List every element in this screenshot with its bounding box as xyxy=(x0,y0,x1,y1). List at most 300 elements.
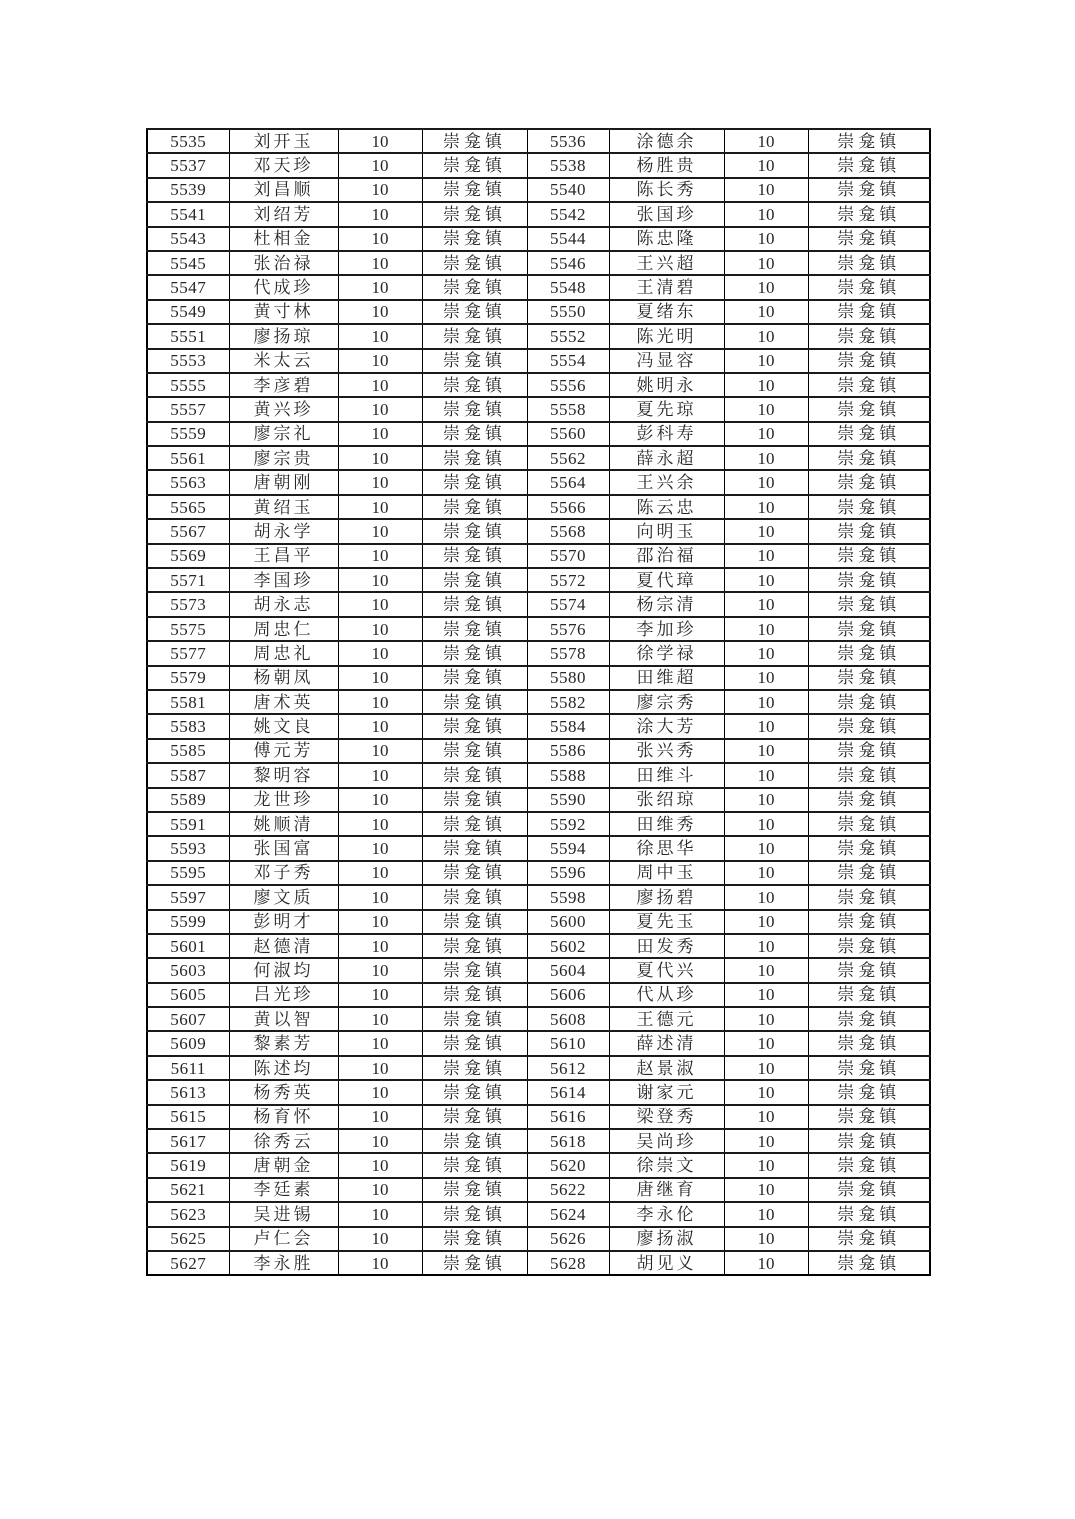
name-cell: 廖扬淑 xyxy=(609,1227,724,1251)
name-cell: 冯显容 xyxy=(609,349,724,373)
table-row xyxy=(147,227,930,251)
name-cell: 杜相金 xyxy=(229,227,338,251)
town-cell: 崇龛镇 xyxy=(422,544,527,568)
score-cell: 10 xyxy=(724,1202,808,1226)
serial-cell: 5585 xyxy=(147,739,229,763)
table-row xyxy=(147,1227,930,1251)
score-cell: 10 xyxy=(338,544,422,568)
table-row xyxy=(147,251,930,275)
table-row xyxy=(147,1105,930,1129)
roster-table-container xyxy=(146,128,929,1276)
table-row xyxy=(147,836,930,860)
serial-cell: 5620 xyxy=(527,1153,609,1177)
town-cell: 崇龛镇 xyxy=(808,470,930,494)
town-cell: 崇龛镇 xyxy=(422,495,527,519)
serial-cell: 5612 xyxy=(527,1056,609,1080)
serial-cell: 5570 xyxy=(527,544,609,568)
town-cell: 崇龛镇 xyxy=(808,227,930,251)
name-cell: 刘绍芳 xyxy=(229,202,338,226)
serial-cell: 5554 xyxy=(527,349,609,373)
town-cell: 崇龛镇 xyxy=(422,592,527,616)
score-cell: 10 xyxy=(724,934,808,958)
town-cell: 崇龛镇 xyxy=(808,519,930,543)
score-cell: 10 xyxy=(724,861,808,885)
serial-cell: 5626 xyxy=(527,1227,609,1251)
name-cell: 赵德清 xyxy=(229,934,338,958)
serial-cell: 5610 xyxy=(527,1031,609,1055)
town-cell: 崇龛镇 xyxy=(422,861,527,885)
name-cell: 梁登秀 xyxy=(609,1105,724,1129)
serial-cell: 5552 xyxy=(527,324,609,348)
score-cell: 10 xyxy=(338,788,422,812)
score-cell: 10 xyxy=(724,788,808,812)
name-cell: 李廷素 xyxy=(229,1178,338,1202)
score-cell: 10 xyxy=(338,763,422,787)
town-cell: 崇龛镇 xyxy=(422,153,527,177)
name-cell: 赵景淑 xyxy=(609,1056,724,1080)
name-cell: 薛永超 xyxy=(609,446,724,470)
name-cell: 姚明永 xyxy=(609,373,724,397)
table-row xyxy=(147,934,930,958)
town-cell: 崇龛镇 xyxy=(808,153,930,177)
serial-cell: 5553 xyxy=(147,349,229,373)
score-cell: 10 xyxy=(724,202,808,226)
serial-cell: 5621 xyxy=(147,1178,229,1202)
name-cell: 王清碧 xyxy=(609,275,724,299)
table-row xyxy=(147,495,930,519)
score-cell: 10 xyxy=(338,1129,422,1153)
name-cell: 张治禄 xyxy=(229,251,338,275)
name-cell: 邵治福 xyxy=(609,544,724,568)
town-cell: 崇龛镇 xyxy=(808,1202,930,1226)
score-cell: 10 xyxy=(338,617,422,641)
score-cell: 10 xyxy=(338,446,422,470)
score-cell: 10 xyxy=(338,812,422,836)
serial-cell: 5551 xyxy=(147,324,229,348)
score-cell: 10 xyxy=(724,1153,808,1177)
score-cell: 10 xyxy=(724,666,808,690)
town-cell: 崇龛镇 xyxy=(422,129,527,153)
name-cell: 黎明容 xyxy=(229,763,338,787)
serial-cell: 5549 xyxy=(147,300,229,324)
town-cell: 崇龛镇 xyxy=(808,129,930,153)
table-row xyxy=(147,910,930,934)
name-cell: 陈长秀 xyxy=(609,178,724,202)
serial-cell: 5567 xyxy=(147,519,229,543)
serial-cell: 5607 xyxy=(147,1007,229,1031)
name-cell: 李永胜 xyxy=(229,1251,338,1275)
serial-cell: 5608 xyxy=(527,1007,609,1031)
town-cell: 崇龛镇 xyxy=(808,739,930,763)
score-cell: 10 xyxy=(338,739,422,763)
score-cell: 10 xyxy=(338,349,422,373)
score-cell: 10 xyxy=(338,1251,422,1275)
town-cell: 崇龛镇 xyxy=(808,812,930,836)
town-cell: 崇龛镇 xyxy=(808,641,930,665)
town-cell: 崇龛镇 xyxy=(808,983,930,1007)
score-cell: 10 xyxy=(724,373,808,397)
table-row xyxy=(147,788,930,812)
name-cell: 胡永学 xyxy=(229,519,338,543)
serial-cell: 5566 xyxy=(527,495,609,519)
name-cell: 李彦碧 xyxy=(229,373,338,397)
serial-cell: 5568 xyxy=(527,519,609,543)
town-cell: 崇龛镇 xyxy=(422,324,527,348)
name-cell: 李加珍 xyxy=(609,617,724,641)
serial-cell: 5586 xyxy=(527,739,609,763)
town-cell: 崇龛镇 xyxy=(808,958,930,982)
score-cell: 10 xyxy=(724,178,808,202)
town-cell: 崇龛镇 xyxy=(422,1031,527,1055)
serial-cell: 5578 xyxy=(527,641,609,665)
score-cell: 10 xyxy=(724,324,808,348)
table-row xyxy=(147,1251,930,1275)
score-cell: 10 xyxy=(338,1031,422,1055)
town-cell: 崇龛镇 xyxy=(422,958,527,982)
serial-cell: 5602 xyxy=(527,934,609,958)
town-cell: 崇龛镇 xyxy=(422,666,527,690)
serial-cell: 5595 xyxy=(147,861,229,885)
table-row xyxy=(147,349,930,373)
score-cell: 10 xyxy=(724,349,808,373)
score-cell: 10 xyxy=(338,714,422,738)
serial-cell: 5604 xyxy=(527,958,609,982)
table-row xyxy=(147,446,930,470)
name-cell: 卢仁会 xyxy=(229,1227,338,1251)
serial-cell: 5627 xyxy=(147,1251,229,1275)
name-cell: 傅元芳 xyxy=(229,739,338,763)
table-row xyxy=(147,739,930,763)
town-cell: 崇龛镇 xyxy=(422,1105,527,1129)
serial-cell: 5561 xyxy=(147,446,229,470)
town-cell: 崇龛镇 xyxy=(422,519,527,543)
town-cell: 崇龛镇 xyxy=(422,1178,527,1202)
score-cell: 10 xyxy=(724,763,808,787)
score-cell: 10 xyxy=(724,1251,808,1275)
name-cell: 陈云忠 xyxy=(609,495,724,519)
town-cell: 崇龛镇 xyxy=(808,885,930,909)
town-cell: 崇龛镇 xyxy=(422,1080,527,1104)
serial-cell: 5574 xyxy=(527,592,609,616)
name-cell: 刘开玉 xyxy=(229,129,338,153)
score-cell: 10 xyxy=(338,397,422,421)
serial-cell: 5618 xyxy=(527,1129,609,1153)
table-row xyxy=(147,129,930,153)
name-cell: 杨育怀 xyxy=(229,1105,338,1129)
name-cell: 薛述清 xyxy=(609,1031,724,1055)
town-cell: 崇龛镇 xyxy=(422,1129,527,1153)
town-cell: 崇龛镇 xyxy=(422,397,527,421)
name-cell: 廖宗秀 xyxy=(609,690,724,714)
serial-cell: 5590 xyxy=(527,788,609,812)
name-cell: 王昌平 xyxy=(229,544,338,568)
serial-cell: 5591 xyxy=(147,812,229,836)
score-cell: 10 xyxy=(338,983,422,1007)
table-row xyxy=(147,519,930,543)
town-cell: 崇龛镇 xyxy=(808,495,930,519)
name-cell: 黄绍玉 xyxy=(229,495,338,519)
town-cell: 崇龛镇 xyxy=(422,836,527,860)
roster-table xyxy=(146,128,931,1276)
town-cell: 崇龛镇 xyxy=(808,324,930,348)
town-cell: 崇龛镇 xyxy=(422,690,527,714)
name-cell: 杨朝凤 xyxy=(229,666,338,690)
serial-cell: 5538 xyxy=(527,153,609,177)
name-cell: 徐学禄 xyxy=(609,641,724,665)
town-cell: 崇龛镇 xyxy=(808,1031,930,1055)
score-cell: 10 xyxy=(338,1056,422,1080)
town-cell: 崇龛镇 xyxy=(808,788,930,812)
town-cell: 崇龛镇 xyxy=(422,373,527,397)
serial-cell: 5588 xyxy=(527,763,609,787)
town-cell: 崇龛镇 xyxy=(808,934,930,958)
town-cell: 崇龛镇 xyxy=(808,1178,930,1202)
name-cell: 向明玉 xyxy=(609,519,724,543)
name-cell: 刘昌顺 xyxy=(229,178,338,202)
name-cell: 何淑均 xyxy=(229,958,338,982)
town-cell: 崇龛镇 xyxy=(808,397,930,421)
score-cell: 10 xyxy=(724,275,808,299)
town-cell: 崇龛镇 xyxy=(808,1227,930,1251)
score-cell: 10 xyxy=(338,251,422,275)
town-cell: 崇龛镇 xyxy=(422,617,527,641)
score-cell: 10 xyxy=(338,324,422,348)
table-row xyxy=(147,324,930,348)
town-cell: 崇龛镇 xyxy=(808,275,930,299)
score-cell: 10 xyxy=(338,1080,422,1104)
score-cell: 10 xyxy=(724,1178,808,1202)
table-row xyxy=(147,690,930,714)
table-row xyxy=(147,983,930,1007)
table-row xyxy=(147,763,930,787)
name-cell: 廖扬琼 xyxy=(229,324,338,348)
serial-cell: 5571 xyxy=(147,568,229,592)
town-cell: 崇龛镇 xyxy=(808,763,930,787)
town-cell: 崇龛镇 xyxy=(422,227,527,251)
serial-cell: 5536 xyxy=(527,129,609,153)
serial-cell: 5541 xyxy=(147,202,229,226)
table-row xyxy=(147,1056,930,1080)
score-cell: 10 xyxy=(338,275,422,299)
score-cell: 10 xyxy=(724,227,808,251)
name-cell: 田维秀 xyxy=(609,812,724,836)
score-cell: 10 xyxy=(724,1056,808,1080)
name-cell: 姚文良 xyxy=(229,714,338,738)
name-cell: 龙世珍 xyxy=(229,788,338,812)
score-cell: 10 xyxy=(724,1007,808,1031)
name-cell: 张国珍 xyxy=(609,202,724,226)
score-cell: 10 xyxy=(338,934,422,958)
name-cell: 徐崇文 xyxy=(609,1153,724,1177)
serial-cell: 5600 xyxy=(527,910,609,934)
serial-cell: 5558 xyxy=(527,397,609,421)
score-cell: 10 xyxy=(724,129,808,153)
name-cell: 彭科寿 xyxy=(609,422,724,446)
town-cell: 崇龛镇 xyxy=(808,349,930,373)
score-cell: 10 xyxy=(338,178,422,202)
serial-cell: 5572 xyxy=(527,568,609,592)
score-cell: 10 xyxy=(338,641,422,665)
score-cell: 10 xyxy=(338,202,422,226)
name-cell: 涂德余 xyxy=(609,129,724,153)
town-cell: 崇龛镇 xyxy=(422,300,527,324)
name-cell: 吕光珍 xyxy=(229,983,338,1007)
serial-cell: 5560 xyxy=(527,422,609,446)
name-cell: 代成珍 xyxy=(229,275,338,299)
table-row xyxy=(147,666,930,690)
table-row xyxy=(147,153,930,177)
table-row xyxy=(147,275,930,299)
score-cell: 10 xyxy=(724,641,808,665)
serial-cell: 5592 xyxy=(527,812,609,836)
town-cell: 崇龛镇 xyxy=(422,470,527,494)
town-cell: 崇龛镇 xyxy=(808,1105,930,1129)
name-cell: 涂大芳 xyxy=(609,714,724,738)
table-row xyxy=(147,1178,930,1202)
score-cell: 10 xyxy=(724,885,808,909)
serial-cell: 5540 xyxy=(527,178,609,202)
table-row xyxy=(147,812,930,836)
serial-cell: 5550 xyxy=(527,300,609,324)
name-cell: 周中玉 xyxy=(609,861,724,885)
serial-cell: 5584 xyxy=(527,714,609,738)
name-cell: 田维斗 xyxy=(609,763,724,787)
town-cell: 崇龛镇 xyxy=(808,300,930,324)
town-cell: 崇龛镇 xyxy=(422,349,527,373)
score-cell: 10 xyxy=(724,153,808,177)
table-row xyxy=(147,422,930,446)
serial-cell: 5546 xyxy=(527,251,609,275)
score-cell: 10 xyxy=(338,300,422,324)
serial-cell: 5589 xyxy=(147,788,229,812)
score-cell: 10 xyxy=(338,910,422,934)
name-cell: 张兴秀 xyxy=(609,739,724,763)
name-cell: 夏先琼 xyxy=(609,397,724,421)
name-cell: 徐思华 xyxy=(609,836,724,860)
serial-cell: 5603 xyxy=(147,958,229,982)
score-cell: 10 xyxy=(724,251,808,275)
serial-cell: 5575 xyxy=(147,617,229,641)
town-cell: 崇龛镇 xyxy=(422,910,527,934)
serial-cell: 5598 xyxy=(527,885,609,909)
town-cell: 崇龛镇 xyxy=(808,251,930,275)
name-cell: 邓子秀 xyxy=(229,861,338,885)
town-cell: 崇龛镇 xyxy=(422,812,527,836)
town-cell: 崇龛镇 xyxy=(808,178,930,202)
name-cell: 唐朝金 xyxy=(229,1153,338,1177)
serial-cell: 5597 xyxy=(147,885,229,909)
score-cell: 10 xyxy=(338,958,422,982)
score-cell: 10 xyxy=(338,690,422,714)
table-row xyxy=(147,714,930,738)
serial-cell: 5605 xyxy=(147,983,229,1007)
serial-cell: 5548 xyxy=(527,275,609,299)
name-cell: 杨胜贵 xyxy=(609,153,724,177)
score-cell: 10 xyxy=(724,1129,808,1153)
serial-cell: 5535 xyxy=(147,129,229,153)
town-cell: 崇龛镇 xyxy=(422,202,527,226)
score-cell: 10 xyxy=(338,885,422,909)
table-row xyxy=(147,397,930,421)
town-cell: 崇龛镇 xyxy=(808,202,930,226)
name-cell: 陈述均 xyxy=(229,1056,338,1080)
score-cell: 10 xyxy=(724,812,808,836)
town-cell: 崇龛镇 xyxy=(808,1153,930,1177)
serial-cell: 5583 xyxy=(147,714,229,738)
town-cell: 崇龛镇 xyxy=(422,788,527,812)
score-cell: 10 xyxy=(338,1105,422,1129)
serial-cell: 5622 xyxy=(527,1178,609,1202)
score-cell: 10 xyxy=(724,690,808,714)
name-cell: 代从珍 xyxy=(609,983,724,1007)
table-row xyxy=(147,300,930,324)
score-cell: 10 xyxy=(338,495,422,519)
score-cell: 10 xyxy=(724,910,808,934)
score-cell: 10 xyxy=(338,1202,422,1226)
serial-cell: 5615 xyxy=(147,1105,229,1129)
serial-cell: 5593 xyxy=(147,836,229,860)
score-cell: 10 xyxy=(338,1178,422,1202)
score-cell: 10 xyxy=(724,739,808,763)
name-cell: 王兴余 xyxy=(609,470,724,494)
serial-cell: 5556 xyxy=(527,373,609,397)
serial-cell: 5616 xyxy=(527,1105,609,1129)
town-cell: 崇龛镇 xyxy=(808,690,930,714)
name-cell: 徐秀云 xyxy=(229,1129,338,1153)
table-row xyxy=(147,641,930,665)
table-row xyxy=(147,544,930,568)
score-cell: 10 xyxy=(338,1227,422,1251)
roster-tbody xyxy=(147,129,930,1275)
serial-cell: 5537 xyxy=(147,153,229,177)
score-cell: 10 xyxy=(724,446,808,470)
score-cell: 10 xyxy=(338,129,422,153)
table-row xyxy=(147,958,930,982)
table-row xyxy=(147,592,930,616)
name-cell: 李国珍 xyxy=(229,568,338,592)
town-cell: 崇龛镇 xyxy=(808,617,930,641)
serial-cell: 5611 xyxy=(147,1056,229,1080)
name-cell: 姚顺清 xyxy=(229,812,338,836)
score-cell: 10 xyxy=(724,836,808,860)
serial-cell: 5619 xyxy=(147,1153,229,1177)
name-cell: 张绍琼 xyxy=(609,788,724,812)
score-cell: 10 xyxy=(724,592,808,616)
name-cell: 彭明才 xyxy=(229,910,338,934)
town-cell: 崇龛镇 xyxy=(808,1080,930,1104)
table-row xyxy=(147,373,930,397)
name-cell: 夏先玉 xyxy=(609,910,724,934)
serial-cell: 5613 xyxy=(147,1080,229,1104)
score-cell: 10 xyxy=(338,1153,422,1177)
score-cell: 10 xyxy=(724,519,808,543)
name-cell: 杨宗清 xyxy=(609,592,724,616)
score-cell: 10 xyxy=(338,568,422,592)
table-row xyxy=(147,178,930,202)
name-cell: 周忠礼 xyxy=(229,641,338,665)
name-cell: 廖宗贵 xyxy=(229,446,338,470)
name-cell: 吴进锡 xyxy=(229,1202,338,1226)
serial-cell: 5547 xyxy=(147,275,229,299)
town-cell: 崇龛镇 xyxy=(808,1251,930,1275)
score-cell: 10 xyxy=(724,422,808,446)
town-cell: 崇龛镇 xyxy=(422,251,527,275)
name-cell: 夏绪东 xyxy=(609,300,724,324)
name-cell: 黄寸林 xyxy=(229,300,338,324)
serial-cell: 5564 xyxy=(527,470,609,494)
name-cell: 唐继育 xyxy=(609,1178,724,1202)
name-cell: 唐朝刚 xyxy=(229,470,338,494)
